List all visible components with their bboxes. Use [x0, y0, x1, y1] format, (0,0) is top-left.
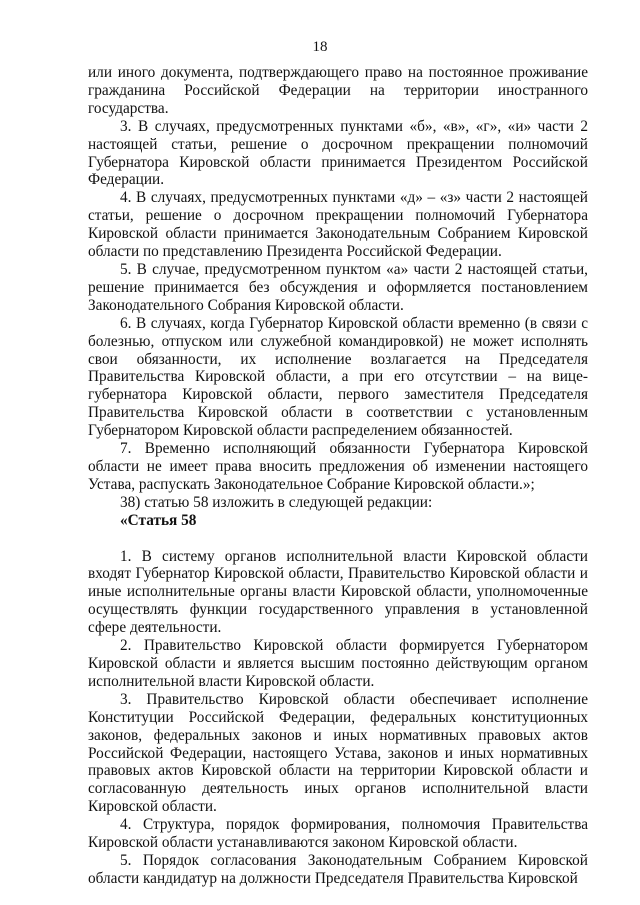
paragraph-item-7: 7. Временно исполняющий обязанности Губернатора Кировской области не имеет права вносить предложения об изменении настоящего Устава, распускать Законодательное Собрание Кировской области.»;: [88, 440, 588, 493]
paragraph-continuation: или иного документа, подтверждающего право на постоянное проживание гражданина Российской Федерации на территории иностранного государства.: [88, 64, 588, 117]
article-paragraph-1: 1. В систему органов исполнительной власти Кировской области входят Губернатор Кировской области, Правительство Кировской области и иные исполнительные органы власти Кировской области, уполномоченные осуществлять функции государственного управления в установленной сфере деятельности.: [88, 547, 588, 637]
paragraph-item-6: 6. В случаях, когда Губернатор Кировской области временно (в связи с болезнью, отпуском или служебной командировкой) не может исполнять свои обязанности, их исполнение возлагается на Председателя Правительства Кировской области, а при его отсутствии – на вице-губернатора Кировской области, первого заместителя Председателя Правительства Кировской области в соответствии с установленным Губернатором Кировской области распределением обязанностей.: [88, 314, 588, 440]
article-paragraph-2: 2. Правительство Кировской области формируется Губернатором Кировской области и является высшим постоянно действующим органом исполнительной власти Кировской области.: [88, 637, 588, 690]
article-paragraph-5: 5. Порядок согласования Законодательным Собранием Кировской области кандидатур на должности Председателя Правительства Кировской: [88, 851, 588, 887]
paragraph-amendment-38: 38) статью 58 изложить в следующей редакции:: [120, 493, 433, 511]
article-paragraph-4: 4. Структура, порядок формирования, полномочия Правительства Кировской области устанавливаются законом Кировской области.: [88, 816, 588, 852]
paragraph-item-5: 5. В случае, предусмотренном пунктом «а» части 2 настоящей статьи, решение принимается без обсуждения и оформляется постановлением Законодательного Собрания Кировской области.: [88, 260, 588, 314]
document-body: [88, 64, 588, 888]
article-heading: «Статья 58: [120, 511, 197, 529]
paragraph-item-3: 3. В случаях, предусмотренных пунктами «б», «в», «г», «и» части 2 настоящей статьи, решение о досрочном прекращении полномочий Губернатора Кировской области принимается Президентом Российской Федерации.: [88, 117, 588, 189]
spacer: [88, 530, 588, 548]
page-number: 18: [312, 39, 328, 55]
paragraph-item-4: 4. В случаях, предусмотренных пунктами «д» – «з» части 2 настоящей статьи, решение о досрочном прекращении полномочий Губернатора Кировской области принимается Законодательным Собранием Кировской области по представлению Президента Российской Федерации.: [88, 189, 588, 261]
article-paragraph-3: 3. Правительство Кировской области обеспечивает исполнение Конституции Российской Федерации, федеральных конституционных законов, федеральных законов и иных нормативных правовых актов Российской Федерации, настоящего Устава, законов и иных нормативных правовых актов Кировской области на территории Кировской области и согласованную деятельность иных органов исполнительной власти Кировской области.: [88, 690, 588, 816]
